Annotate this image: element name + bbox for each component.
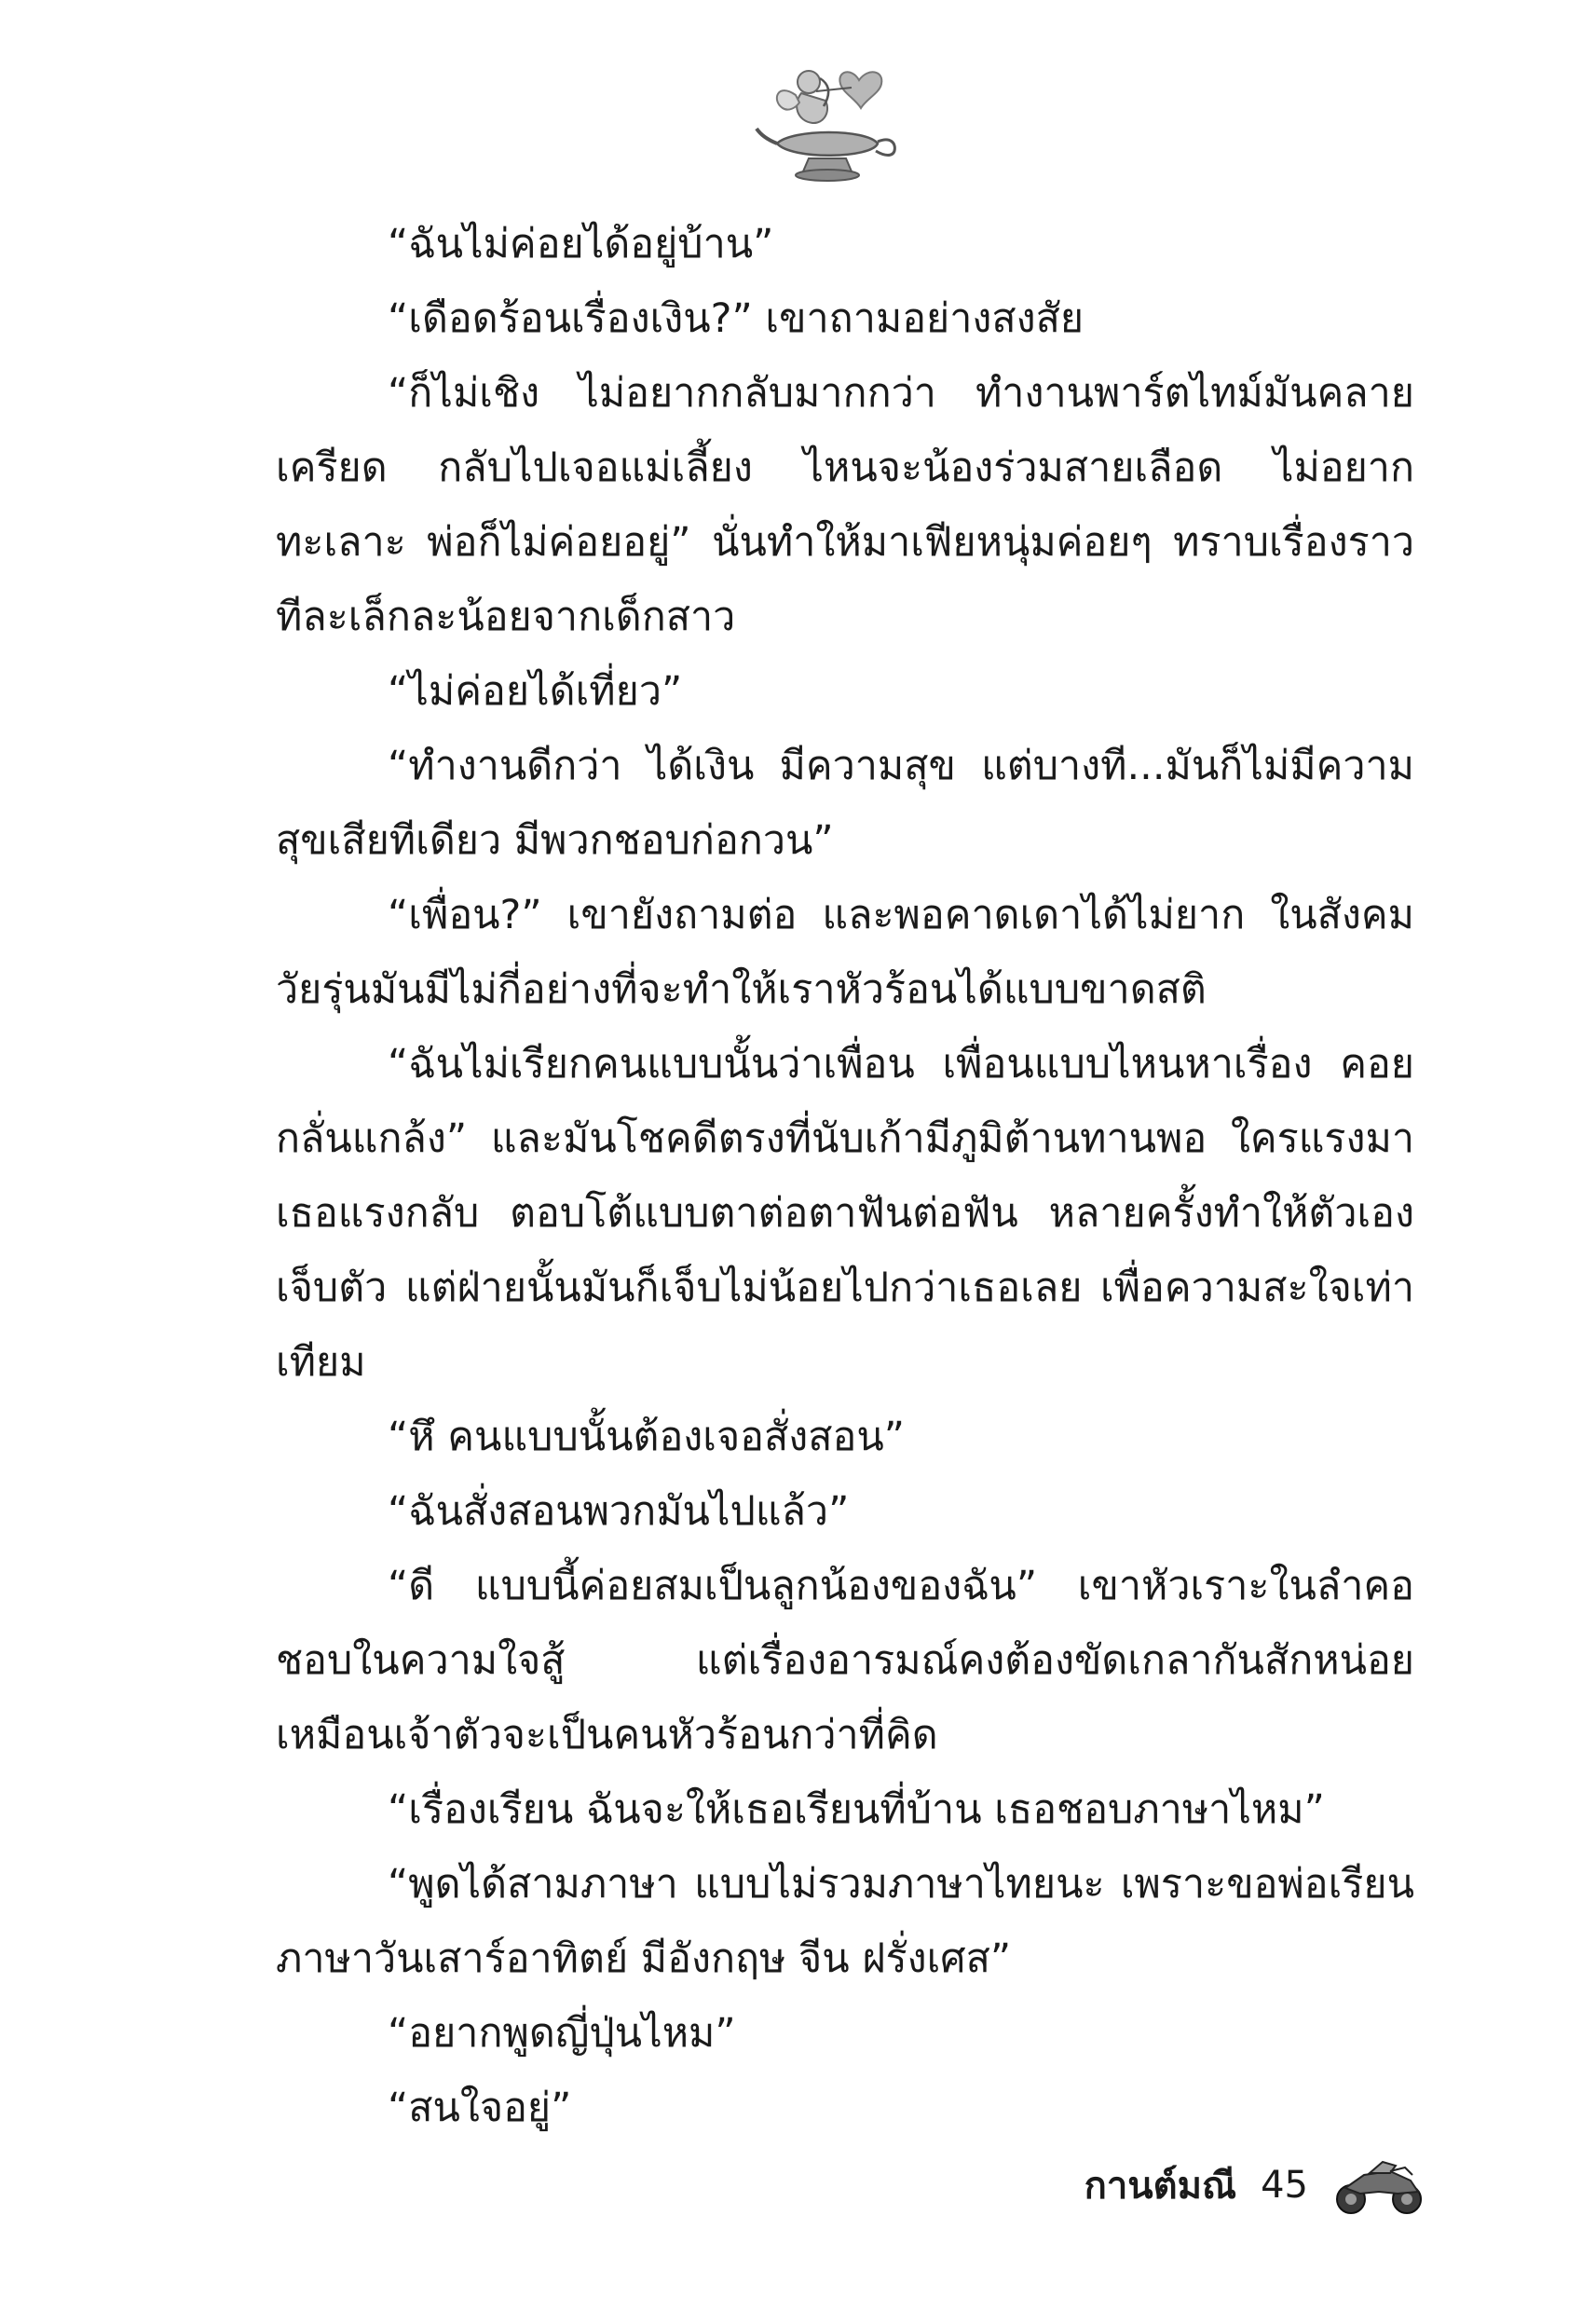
paragraph: “ฉันไม่เรียกคนแบบนั้นว่าเพื่อน เพื่อนแบบไหนหาเรื่อง คอยกลั่นแกล้ง” และมันโชคดีตรงที่นับเก้ามีภูมิต้านทานพอ ใครแรงมาเธอแรงกลับ ตอบโต้แบบตาต่อตาฟันต่อฟัน หลายครั้งทำให้ตัวเองเจ็บตัว แต่ฝ่ายนั้นมันก็เจ็บไม่น้อยไปกว่าเธอเลย เพื่อความสะใจเท่าเทียม: [276, 1041, 1414, 1386]
paragraph: “เพื่อน?” เขายังถามต่อ และพอคาดเดาได้ไม่ยาก ในสังคมวัยรุ่นมันมีไม่กี่อย่างที่จะทำให้เราหัวร้อนได้แบบขาดสติ: [276, 892, 1414, 1013]
page-number: 45: [1261, 2164, 1308, 2207]
paragraph: “ดี แบบนี้ค่อยสมเป็นลูกน้องของฉัน” เขาหัวเราะในลำคอชอบในความใจสู้ แต่เรื่องอารมณ์คงต้องขัดเกลากันสักหน่อย เหมือนเจ้าตัวจะเป็นคนหัวร้อนกว่าที่คิด: [276, 1563, 1414, 1758]
paragraph: “ไม่ค่อยได้เที่ยว”: [388, 668, 683, 715]
paragraph: “หึ คนแบบนั้นต้องเจอสั่งสอน”: [388, 1414, 905, 1460]
paragraph: “ทำงานดีกว่า ได้เงิน มีความสุข แต่บางที...มันก็ไม่มีความสุขเสียทีเดียว มีพวกชอบก่อกวน”: [276, 743, 1414, 864]
paragraph: “อยากพูดญี่ปุ่นไหม”: [388, 2010, 736, 2057]
paragraph: “ก็ไม่เชิง ไม่อยากกลับมากกว่า ทำงานพาร์ตไทม์มันคลายเครียด กลับไปเจอแม่เลี้ยง ไหนจะน้องร่วมสายเลือด ไม่อยากทะเลาะ พ่อก็ไม่ค่อยอยู่” นั่นทำให้มาเฟียหนุ่มค่อยๆ ทราบเรื่องราวทีละเล็กละน้อยจากเด็กสาว: [276, 370, 1414, 640]
paragraph: “พูดได้สามภาษา แบบไม่รวมภาษาไทยนะ เพราะขอพ่อเรียนภาษาวันเสาร์อาทิตย์ มีอังกฤษ จีน ฝรั่งเศส”: [276, 1861, 1414, 1982]
motorcycle-icon: [1332, 2153, 1425, 2218]
author-name: กานต์มณี: [1084, 2165, 1237, 2208]
paragraph: “เดือดร้อนเรื่องเงิน?” เขาถามอย่างสงสัย: [388, 295, 1084, 342]
paragraph: “ฉันสั่งสอนพวกมันไปแล้ว”: [388, 1488, 850, 1535]
page-footer: [1016, 2139, 1425, 2232]
genie-lamp-with-cupid-icon: [755, 54, 904, 185]
paragraph: “เรื่องเรียน ฉันจะให้เธอเรียนที่บ้าน เธอชอบภาษาไหม”: [388, 1786, 1325, 1833]
paragraph: “ฉันไม่ค่อยได้อยู่บ้าน”: [388, 221, 774, 267]
paragraph: “สนใจอยู่”: [388, 2085, 572, 2131]
body-text: [276, 207, 1414, 2145]
